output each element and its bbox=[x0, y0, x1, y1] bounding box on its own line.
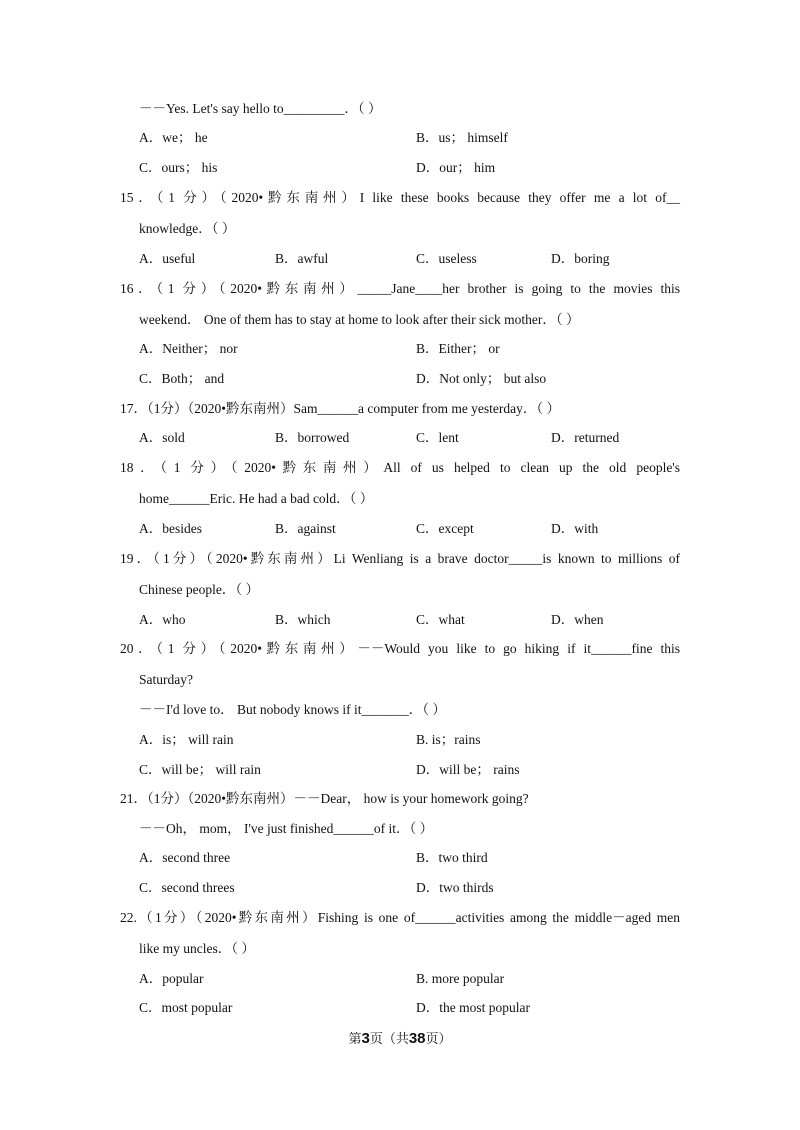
q20-option-c: C．will be； will rain bbox=[139, 762, 261, 777]
q22-option-c: C．most popular bbox=[139, 1000, 233, 1015]
q16-stem-line2: weekend． One of them has to stay at home to look after their sick mother．（ ） bbox=[139, 312, 580, 327]
q19-option-d: D．when bbox=[551, 612, 604, 627]
q15-option-a: A．useful bbox=[139, 251, 196, 266]
q15-option-c: C．useless bbox=[416, 251, 477, 266]
q20-stem-line2: Saturday? bbox=[139, 672, 193, 687]
q20-option-a: A．is； will rain bbox=[139, 732, 234, 747]
q19-option-c: C．what bbox=[416, 612, 465, 627]
page-footer bbox=[0, 1030, 800, 1048]
q14-tail: －－Yes. Let's say hello to_________．（ ） bbox=[139, 101, 382, 116]
q18-stem-line2: home______Eric. He had a bad cold．（ ） bbox=[139, 491, 374, 506]
q19-stem-line2: Chinese people．（ ） bbox=[139, 582, 259, 597]
footer-page-number: 3 bbox=[361, 1030, 370, 1047]
q18-stem-line1: 18．（1 分）（2020•黔东南州）All of us helped to clean up the old people's bbox=[120, 460, 680, 475]
q17-option-d: D．returned bbox=[551, 430, 620, 445]
q16-option-b: B．Either； or bbox=[416, 341, 500, 356]
q21-option-c: C．second threes bbox=[139, 880, 235, 895]
q14-option-d: D．our； him bbox=[416, 160, 496, 175]
q22-option-b: B. more popular bbox=[416, 971, 505, 986]
q14-option-c: C．ours； his bbox=[139, 160, 218, 175]
footer-middle: 页（共 bbox=[369, 1031, 409, 1046]
q20-option-d: D．will be； rains bbox=[416, 762, 520, 777]
q18-option-b: B．against bbox=[275, 521, 336, 536]
q19-option-b: B．which bbox=[275, 612, 331, 627]
q21-option-d: D．two thirds bbox=[416, 880, 494, 895]
q16-option-a: A．Neither； nor bbox=[139, 341, 238, 356]
q20-option-b: B. is；rains bbox=[416, 732, 481, 747]
q19-stem-line1: 19．（1分）（2020•黔东南州）Li Wenliang is a brave doctor_____is known to millions of bbox=[120, 551, 680, 566]
q17-option-a: A．sold bbox=[139, 430, 185, 445]
q18-option-d: D．with bbox=[551, 521, 599, 536]
q18-option-c: C．except bbox=[416, 521, 474, 536]
q14-option-a: A．we； he bbox=[139, 130, 208, 145]
q20-stem-line1: 20．（1 分）（2020•黔东南州）－－Would you like to go hiking if it______fine this bbox=[120, 641, 680, 656]
footer-suffix: 页） bbox=[425, 1031, 452, 1046]
q17-option-c: C．lent bbox=[416, 430, 459, 445]
q18-option-a: A．besides bbox=[139, 521, 202, 536]
q19-option-a: A．who bbox=[139, 612, 186, 627]
q22-option-a: A．popular bbox=[139, 971, 204, 986]
q16-option-c: C．Both； and bbox=[139, 371, 225, 386]
q16-option-d: D．Not only； but also bbox=[416, 371, 547, 386]
q20-stem-line3: －－I'd love to． But nobody knows if it_______．（ ） bbox=[139, 702, 446, 717]
q21-option-a: A．second three bbox=[139, 850, 231, 865]
footer-total-pages: 38 bbox=[408, 1030, 426, 1047]
q22-stem-line1: 22.（1分）（2020•黔东南州）Fishing is one of______activities among the middle－aged men bbox=[120, 910, 680, 925]
q22-stem-line2: like my uncles．（ ） bbox=[139, 941, 255, 956]
q21-option-b: B．two third bbox=[416, 850, 488, 865]
q21-stem-line1: 21．（1分）（2020•黔东南州）－－Dear， how is your homework going? bbox=[120, 791, 529, 806]
footer-prefix: 第 bbox=[348, 1031, 362, 1046]
q15-stem-line1: 15．（1 分）（2020•黔东南州）I like these books because they offer me a lot of__ bbox=[120, 190, 680, 205]
q15-option-d: D．boring bbox=[551, 251, 610, 266]
q17-option-b: B．borrowed bbox=[275, 430, 350, 445]
q17-stem-line1: 17．（1分）（2020•黔东南州）Sam______a computer from me yesterday．（ ） bbox=[120, 401, 561, 416]
q21-stem-line2: －－Oh， mom， I've just finished______of it．（ ） bbox=[139, 821, 434, 836]
q16-stem-line1: 16．（1 分）（2020•黔东南州）_____Jane____her brother is going to the movies this bbox=[120, 281, 680, 296]
q15-option-b: B．awful bbox=[275, 251, 329, 266]
q14-option-b: B．us； himself bbox=[416, 130, 508, 145]
q15-stem-line2: knowledge．（ ） bbox=[139, 221, 236, 236]
q22-option-d: D．the most popular bbox=[416, 1000, 530, 1015]
